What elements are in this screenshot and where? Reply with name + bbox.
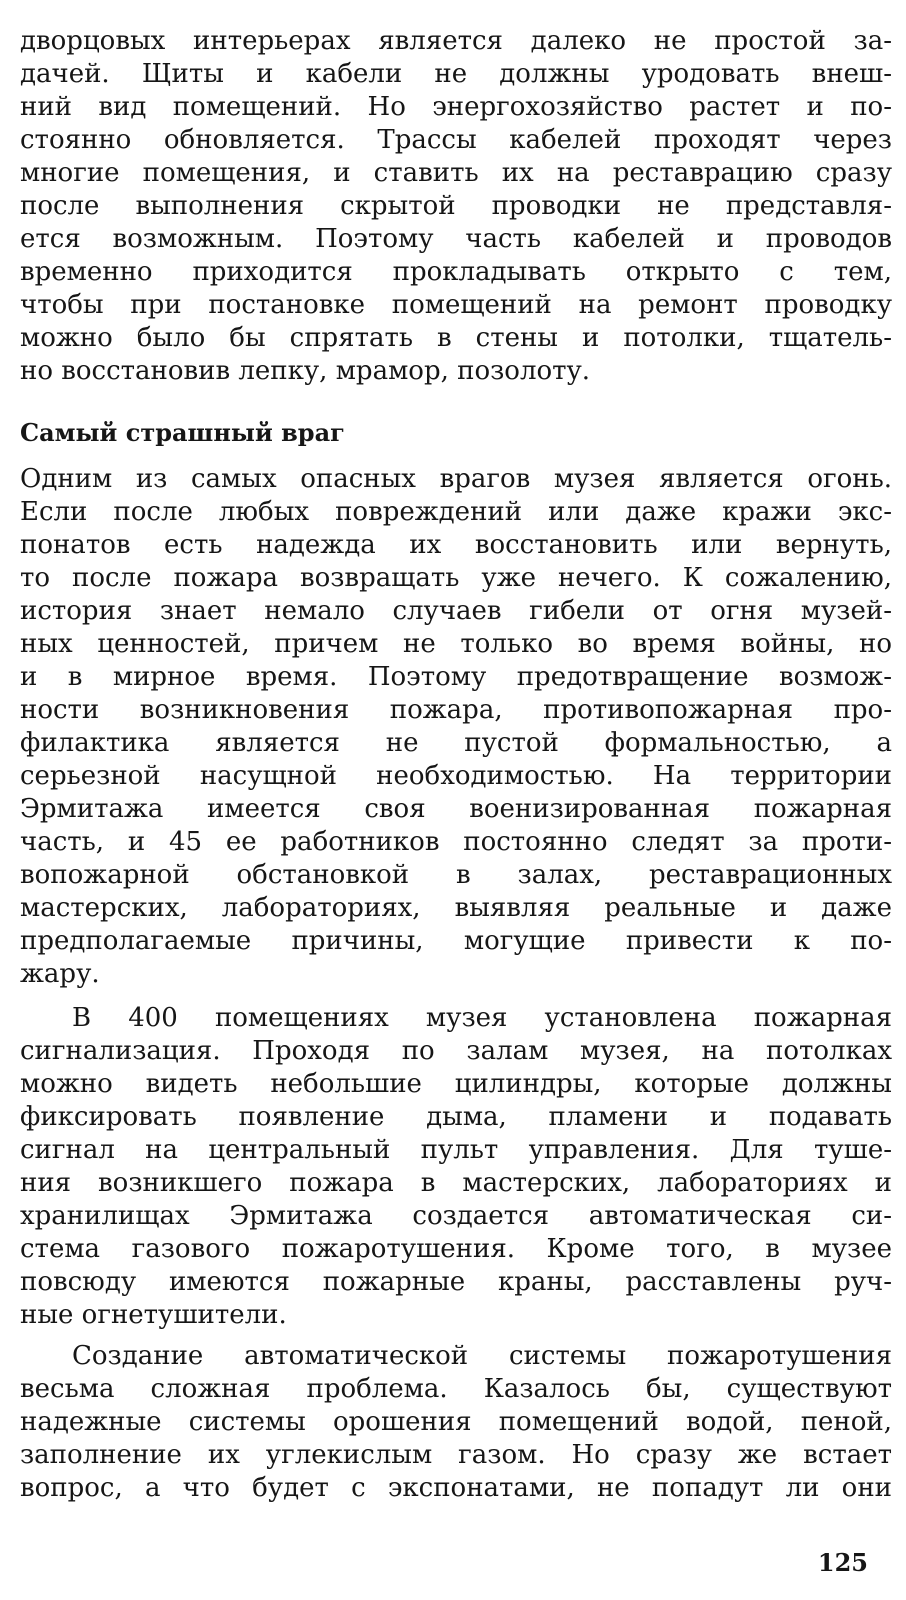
text-line: Если после любых повреждений или даже кражи экс- [20, 497, 892, 527]
text-line: история знает немало случаев гибели от огня музей- [20, 596, 892, 626]
text-line: можно видеть небольшие цилиндры, которые должны [20, 1069, 892, 1099]
text-line: ные огнетушители. [20, 1300, 287, 1330]
text-line: стема газового пожаротушения. Кроме того, в музее [20, 1234, 892, 1264]
text-line: мастерских, лабораториях, выявляя реальные и даже [20, 893, 892, 923]
text-line: сигнал на центральный пульт управления. Для туше- [20, 1135, 892, 1165]
text-line: Создание автоматической системы пожаротушения [72, 1341, 892, 1371]
text-line: то после пожара возвращать уже нечего. К сожалению, [20, 563, 892, 593]
text-line: фиксировать появление дыма, пламени и подавать [20, 1102, 892, 1132]
text-line: серьезной насущной необходимостью. На территории [20, 761, 892, 791]
text-line: временно приходится прокладывать открыто с тем, [20, 257, 892, 287]
text-line: понатов есть надежда их восстановить или вернуть, [20, 530, 892, 560]
text-line: Одним из самых опасных врагов музея является огонь. [20, 464, 892, 494]
text-line: чтобы при постановке помещений на ремонт проводку [20, 290, 892, 320]
text-line: сигнализация. Проходя по залам музея, на потолках [20, 1036, 892, 1066]
text-line: повсюду имеются пожарные краны, расставлены руч- [20, 1267, 892, 1297]
text-line: заполнение их углекислым газом. Но сразу же встает [20, 1440, 892, 1470]
text-line: ния возникшего пожара в мастерских, лабораториях и [20, 1168, 892, 1198]
page-number: 125 [817, 1548, 868, 1577]
text-line: ности возникновения пожара, противопожарная про- [20, 695, 892, 725]
section-heading: Самый страшный враг [20, 418, 345, 447]
text-line: но восстановив лепку, мрамор, позолоту. [20, 356, 591, 386]
text-line: В 400 помещениях музея установлена пожарная [72, 1003, 892, 1033]
text-line: часть, и 45 ее работников постоянно следят за проти- [20, 827, 892, 857]
text-line: филактика является не пустой формальностью, а [20, 728, 892, 758]
text-line: ний вид помещений. Но энергохозяйство растет и по- [20, 92, 892, 122]
text-line: стоянно обновляется. Трассы кабелей проходят через [20, 125, 892, 155]
text-line: надежные системы орошения помещений водой, пеной, [20, 1407, 892, 1437]
text-line: хранилищах Эрмитажа создается автоматическая си- [20, 1201, 892, 1231]
text-line: можно было бы спрятать в стены и потолки, тщатель- [20, 323, 892, 353]
text-line: Эрмитажа имеется своя военизированная пожарная [20, 794, 892, 824]
text-line: вопожарной обстановкой в залах, реставрационных [20, 860, 892, 890]
text-line: дачей. Щиты и кабели не должны уродовать внеш- [20, 59, 892, 89]
text-line: ется возможным. Поэтому часть кабелей и проводов [20, 224, 892, 254]
text-line: и в мирное время. Поэтому предотвращение возмож- [20, 662, 892, 692]
text-line: многие помещения, и ставить их на реставрацию сразу [20, 158, 892, 188]
text-line: жару. [20, 959, 100, 989]
text-line: дворцовых интерьерах является далеко не простой за- [20, 26, 892, 56]
text-line: ных ценностей, причем не только во время войны, но [20, 629, 892, 659]
text-line: предполагаемые причины, могущие привести к по- [20, 926, 892, 956]
text-line: весьма сложная проблема. Казалось бы, существуют [20, 1374, 892, 1404]
text-line: после выполнения скрытой проводки не представля- [20, 191, 892, 221]
text-line: вопрос, а что будет с экспонатами, не попадут ли они [20, 1473, 892, 1503]
